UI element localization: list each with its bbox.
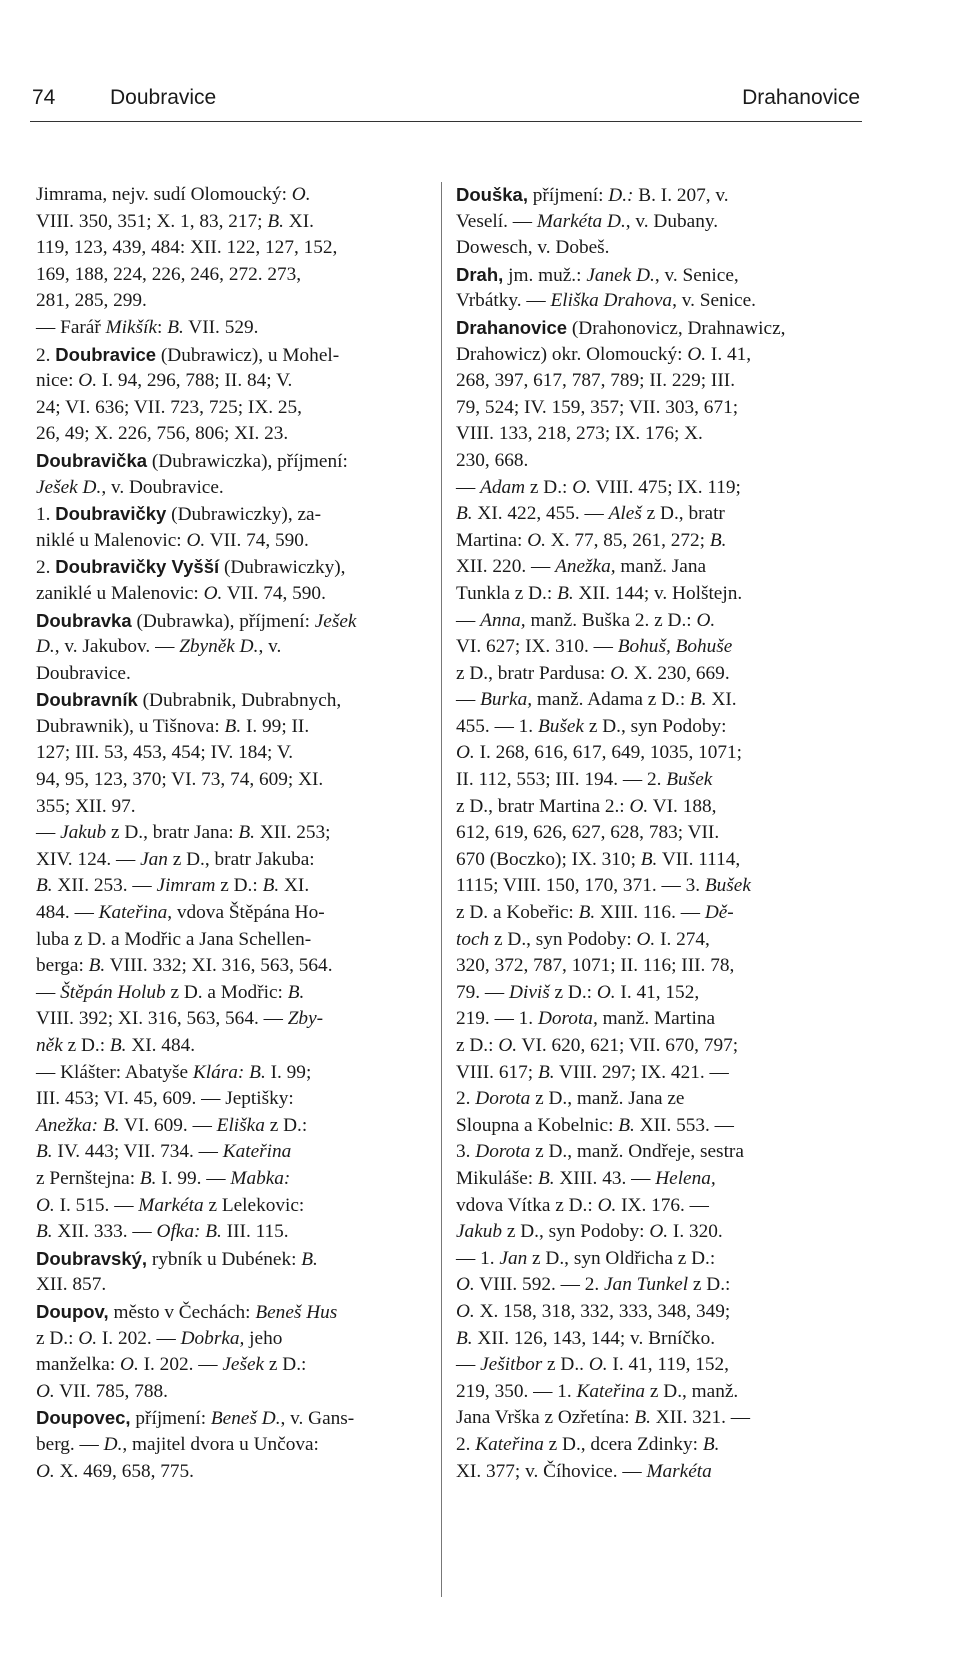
text-line: B. XII. 253. — Jimram z D.: B. XI. [36,875,310,897]
text-line: 320, 372, 787, 1071; II. 116; III. 78, [456,955,735,977]
text-line: 79. — Diviš z D.: O. I. 41, 152, [456,981,700,1003]
text-line: XII. 857. [36,1274,107,1296]
text-line: II. 112, 553; III. 194. — 2. Bušek [456,769,713,791]
text-line: 24; VI. 636; VII. 723, 725; IX. 25, [36,396,303,418]
text-line: — Štěpán Holub z D. a Modřic: B. [36,981,305,1003]
text-line: — Adam z D.: O. VIII. 475; IX. 119; [456,476,741,498]
text-line: 484. — Kateřina, vdova Štěpána Ho- [36,902,325,924]
text-line: Vrbátky. — Eliška Drahova, v. Senice. [456,290,756,312]
page-number: 74 [32,86,56,109]
text-line: O. I. 515. — Markéta z Lelekovic: [36,1194,305,1216]
text-line: 219. — 1. Dorota, manž. Martina [456,1008,716,1030]
text-line: 2. Doubravičky Vyšší (Dubrawiczky), [36,556,346,579]
running-header [30,82,860,116]
text-line: 79, 524; IV. 159, 357; VII. 303, 671; [456,396,739,418]
text-line: 119, 123, 439, 484: XII. 122, 127, 152, [36,237,338,259]
text-line: VIII. 392; XI. 316, 563, 564. — Zby- [36,1008,324,1030]
text-line: Ješek D., v. Doubravice. [36,476,224,498]
text-line: 281, 285, 299. [36,290,147,312]
text-line: Doubravice. [36,662,131,684]
text-line: Mikuláše: B. XIII. 43. — Helena, [456,1167,716,1189]
column-divider [441,182,442,1597]
text-line: VI. 627; IX. 310. — Bohuš, Bohuše [456,636,733,658]
text-line: — 1. Jan z D., syn Oldřicha z D.: [456,1247,716,1269]
left-column [36,182,434,1485]
text-line: VIII. 133, 218, 273; IX. 176; X. [456,423,703,445]
text-line: 2. Kateřina z D., dcera Zdinky: B. [456,1433,720,1455]
text-line: B. XI. 422, 455. — Aleš z D., bratr [456,503,725,525]
text-line: O. I. 268, 616, 617, 649, 1035, 1071; [456,742,743,764]
text-line: Doupovec, příjmení: Beneš D., v. Gans- [36,1407,355,1430]
text-line: Drahowicz) okr. Olomoucký: O. I. 41, [456,343,752,365]
text-line: 3. Dorota z D., manž. Ondřeje, sestra [456,1141,744,1163]
text-line: — Anna, manž. Buška 2. z D.: O. [456,609,716,631]
text-line: B. IV. 443; VII. 734. — Kateřina [36,1141,292,1163]
text-line: z D. a Kobeřic: B. XIII. 116. — Dě- [456,902,734,924]
text-line: — Burka, manž. Adama z D.: B. XI. [456,689,737,711]
text-line: — Farář Mikšík: B. VII. 529. [36,316,259,338]
text-line: z D., bratr Martina 2.: O. VI. 188, [456,795,717,817]
text-line: VIII. 350, 351; X. 1, 83, 217; B. XI. [36,210,314,232]
text-line: Dubrawnik), u Tišnova: B. I. 99; II. [36,715,310,737]
text-line: B. XII. 126, 143, 144; v. Brníčko. [456,1327,716,1349]
text-line: Drahanovice (Drahonovicz, Drahnawicz, [456,316,786,339]
text-line: B. XII. 333. — Ofka: B. III. 115. [36,1221,289,1243]
text-line: 219, 350. — 1. Kateřina z D., manž. [456,1380,739,1402]
text-line: XII. 220. — Anežka, manž. Jana [456,556,707,578]
text-line: 26, 49; X. 226, 756, 806; XI. 23. [36,423,289,445]
text-line: berg. — D., majitel dvora u Unčova: [36,1433,319,1455]
text-line: 268, 397, 617, 787, 789; II. 229; III. [456,370,736,392]
text-line: 169, 188, 224, 226, 246, 272. 273, [36,263,302,285]
text-line: z D.: O. I. 202. — Dobrka, jeho [36,1327,283,1349]
text-line: O. VII. 785, 788. [36,1380,168,1402]
text-line: 230, 668. [456,449,529,471]
text-line: z Pernštejna: B. I. 99. — Mabka: [36,1167,291,1189]
text-line: berga: B. VIII. 332; XI. 316, 563, 564. [36,955,333,977]
text-line: O. X. 158, 318, 332, 333, 348, 349; [456,1300,731,1322]
text-line: 670 (Boczko); IX. 310; B. VII. 1114, [456,848,741,870]
text-line: Sloupna a Kobelnic: B. XII. 553. — [456,1114,734,1136]
text-line: nice: O. I. 94, 296, 788; II. 84; V. [36,370,293,392]
text-line: z D., bratr Pardusa: O. X. 230, 669. [456,662,730,684]
text-line: XI. 377; v. Číhovice. — Markéta [456,1460,712,1482]
text-line: zaniklé u Malenovic: O. VII. 74, 590. [36,582,326,604]
text-line: Doubravník (Dubrabnik, Dubrabnych, [36,689,342,712]
text-line: 1. Doubravičky (Dubrawiczky), za- [36,503,322,526]
text-line: něk z D.: B. XI. 484. [36,1035,196,1056]
text-line: Jakub z D., syn Podoby: O. I. 320. [456,1221,723,1243]
text-line: Veselí. — Markéta D., v. Dubany. [456,210,719,232]
text-line: III. 453; VI. 45, 609. — Jeptišky: [36,1088,294,1110]
text-line: manželka: O. I. 202. — Ješek z D.: [36,1354,307,1376]
text-line: 355; XII. 97. [36,795,136,817]
text-line: Anežka: B. VI. 609. — Eliška z D.: [36,1114,308,1136]
text-line: Douška, příjmení: D.: B. I. 207, v. [456,184,729,206]
right-running-head: Drahanovice [742,86,860,109]
text-line: 455. — 1. Bušek z D., syn Podoby: [456,715,727,737]
header-rule [30,121,862,122]
text-line: luba z D. a Modřic a Jana Schellen- [36,928,312,950]
text-line: Doubravka (Dubrawka), příjmení: Ješek [36,609,357,632]
right-column [456,182,864,1485]
text-line: 127; III. 53, 453, 454; IV. 184; V. [36,742,294,764]
text-line: — Ješitbor z D.. O. I. 41, 119, 152, [456,1354,729,1376]
text-line: O. X. 469, 658, 775. [36,1460,195,1482]
text-line: D., v. Jakubov. — Zbyněk D., v. [36,636,282,658]
text-line: 2. Dorota z D., manž. Jana ze [456,1088,685,1110]
text-line: Doubravský, rybník u Dubének: B. [36,1247,318,1270]
text-line: — Jakub z D., bratr Jana: B. XII. 253; [36,822,331,844]
text-line: Dowesch, v. Dobeš. [456,237,610,259]
text-line: vdova Vítka z D.: O. IX. 176. — [456,1194,709,1216]
text-line: toch z D., syn Podoby: O. I. 274, [456,928,710,950]
text-line: 2. Doubravice (Dubrawicz), u Mohel- [36,343,340,366]
text-line: XIV. 124. — Jan z D., bratr Jakuba: [36,848,315,870]
text-line: Doubravička (Dubrawiczka), příjmení: [36,449,348,472]
text-line: VIII. 617; B. VIII. 297; IX. 421. — [456,1061,729,1083]
text-line: z D.: O. VI. 620, 621; VII. 670, 797; [456,1035,739,1056]
text-line: 1115; VIII. 150, 170, 371. — 3. Bušek [456,875,751,897]
text-line: Jana Vrška z Ozřetína: B. XII. 321. — [456,1407,751,1429]
text-line: niklé u Malenovic: O. VII. 74, 590. [36,529,309,551]
text-line: Jimrama, nejv. sudí Olomoucký: O. [36,184,311,205]
text-line: Martina: O. X. 77, 85, 261, 272; B. [456,529,727,551]
left-running-head: Doubravice [110,86,217,109]
text-line: O. VIII. 592. — 2. Jan Tunkel z D.: [456,1274,731,1296]
text-line: Doupov, město v Čechách: Beneš Hus [36,1300,338,1323]
text-line: — Klášter: Abatyše Klára: B. I. 99; [36,1061,312,1083]
text-line: Tunkla z D.: B. XII. 144; v. Holštejn. [456,582,743,604]
text-line: Drah, jm. muž.: Janek D., v. Senice, [456,263,739,286]
text-line: 612, 619, 626, 627, 628, 783; VII. [456,822,720,844]
text-line: 94, 95, 123, 370; VI. 73, 74, 609; XI. [36,769,324,791]
